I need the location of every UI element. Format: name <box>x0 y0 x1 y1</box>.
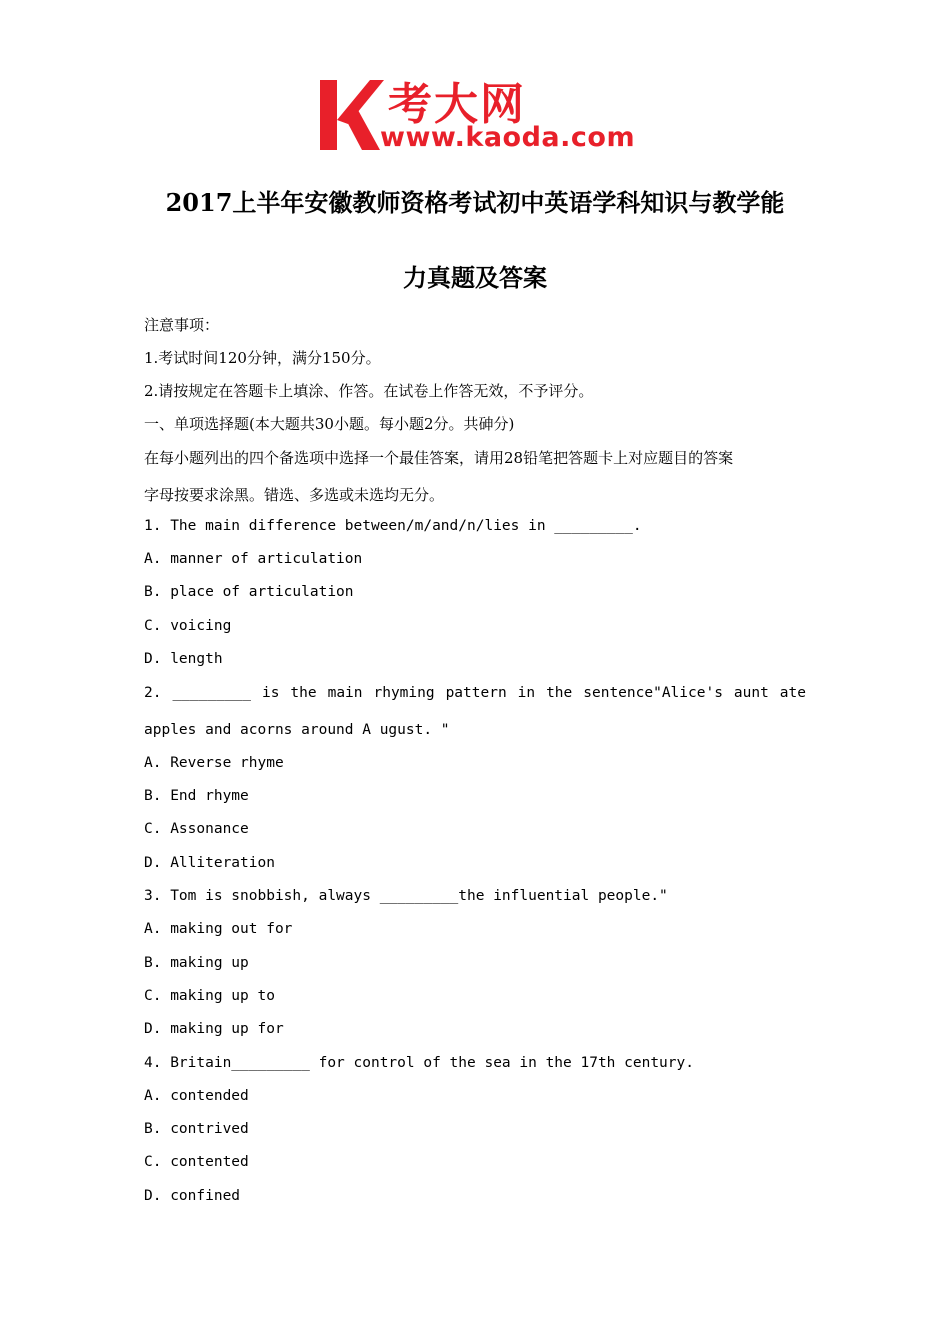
q2-word: aunt <box>733 685 769 701</box>
notes-item-2: 2.请按规定在答题卡上填涂、作答。在试卷上作答无效，不予评分。 <box>144 382 594 400</box>
instruction-line-2: 字母按要求涂黑。错选、多选或未选均无分。 <box>144 486 445 504</box>
question-3-option-b: B. making up <box>144 955 249 971</box>
q2-word: 2. <box>144 685 162 701</box>
question-1-stem: 1. The main difference between/m/and/n/lies in _________. <box>144 518 642 534</box>
question-4-option-a: A. contended <box>144 1088 249 1104</box>
question-2-stem-line-2: apples and acorns around A ugust. " <box>144 722 450 738</box>
q2-word: in <box>517 685 536 701</box>
document-title-line-1: 2017上半年安徽教师资格考试初中英语学科知识与教学能 <box>165 188 785 217</box>
logo-brand-text: 考大网 <box>388 79 526 130</box>
q2-word: the <box>290 685 317 701</box>
k-logo-icon <box>318 76 384 154</box>
q2-word: rhyming <box>373 685 435 701</box>
question-1-option-d: D. length <box>144 651 223 667</box>
question-2-option-c: C. Assonance <box>144 821 249 837</box>
q2-word: pattern <box>445 685 507 701</box>
instruction-line-1: 在每小题列出的四个备选项中选择一个最佳答案，请用28铅笔把答题卡上对应题目的答案 <box>144 449 734 467</box>
question-4-stem: 4. Britain_________ for control of the sea in the 17th century. <box>144 1055 694 1071</box>
notes-heading: 注意事项： <box>144 316 220 334</box>
question-4-option-b: B. contrived <box>144 1121 249 1137</box>
question-2-option-a: A. Reverse rhyme <box>144 755 284 771</box>
q2-word: main <box>327 685 363 701</box>
notes-item-1: 1.考试时间120分钟，满分150分。 <box>144 349 381 367</box>
question-4-option-c: C. contented <box>144 1154 249 1170</box>
document-title-line-2: 力真题及答案 <box>403 263 547 292</box>
question-2-stem-line-1 <box>144 685 806 701</box>
question-3-stem: 3. Tom is snobbish, always _________the influential people." <box>144 888 668 904</box>
question-2-option-d: D. Alliteration <box>144 855 275 871</box>
q2-word: is <box>261 685 280 701</box>
question-4-option-d: D. confined <box>144 1188 241 1204</box>
question-3-option-d: D. making up for <box>144 1021 284 1037</box>
question-3-option-a: A. making out for <box>144 921 293 937</box>
question-2-option-b: B. End rhyme <box>144 788 249 804</box>
question-1-option-c: C. voicing <box>144 618 232 634</box>
site-logo <box>318 72 638 162</box>
question-1-option-a: A. manner of articulation <box>144 551 363 567</box>
q2-word: ate <box>779 685 806 701</box>
q2-word: the <box>546 685 573 701</box>
question-3-option-c: C. making up to <box>144 988 275 1004</box>
q2-blank: _________ <box>172 685 252 701</box>
logo-url-text: www.kaoda.com <box>380 122 636 153</box>
question-1-option-b: B. place of articulation <box>144 584 354 600</box>
section-heading: 一、单项选择题(本大题共30小题。每小题2分。共砷分) <box>144 415 515 433</box>
q2-word: sentence"Alice's <box>583 685 723 701</box>
